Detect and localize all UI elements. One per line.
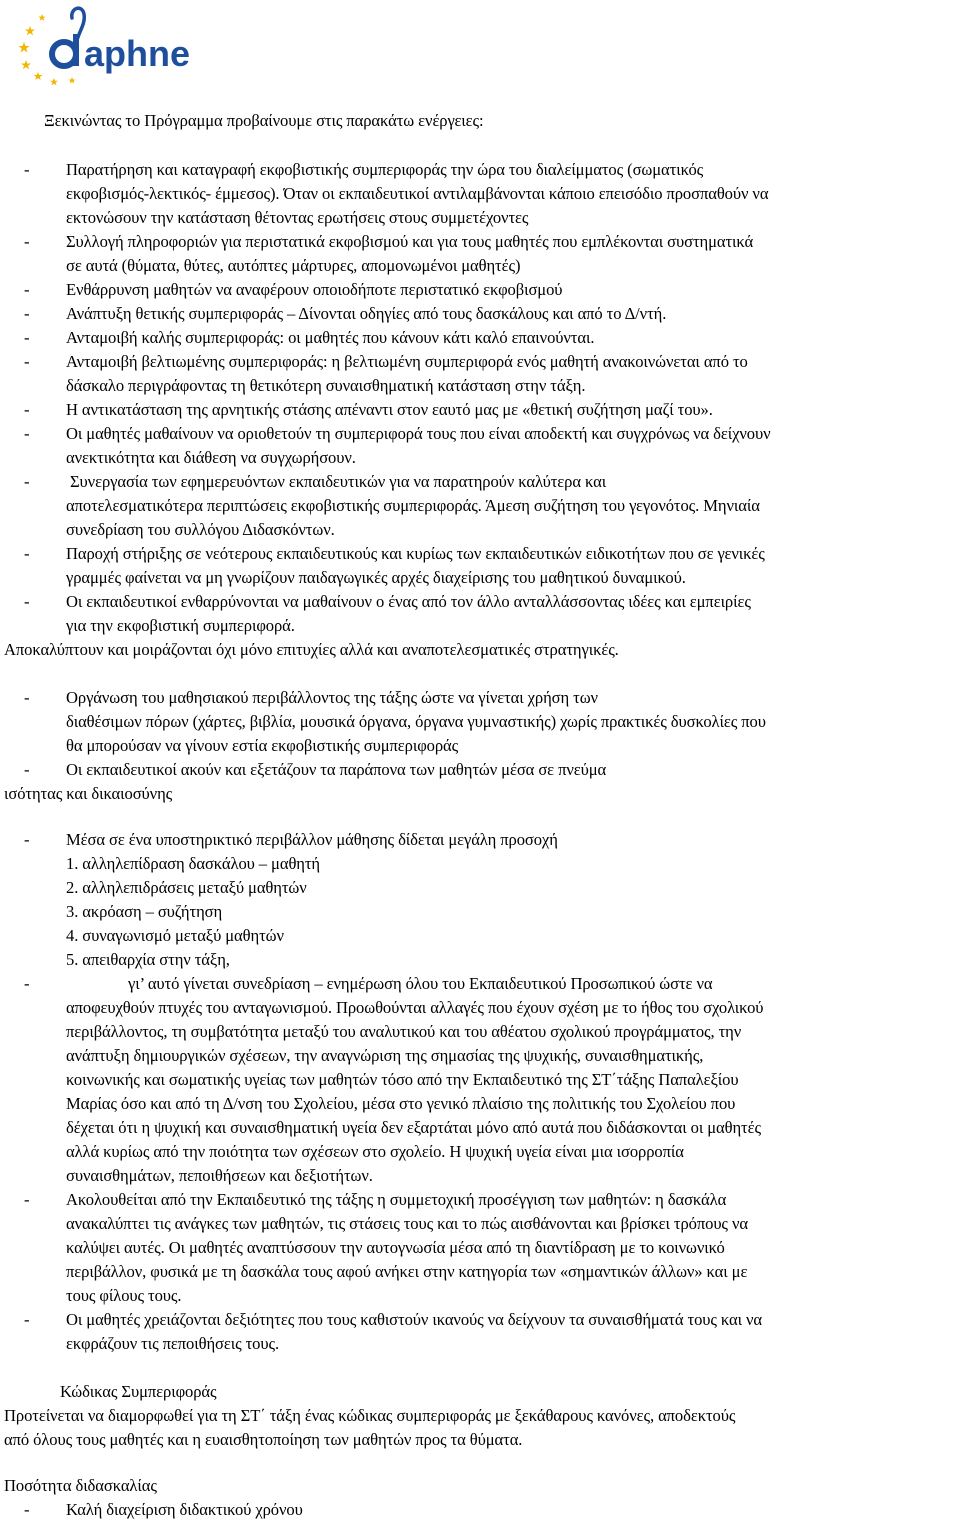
- text-line: Παρατήρηση και καταγραφή εκφοβιστικής συμπεριφοράς την ώρα του διαλείμματος (σωματικός: [66, 160, 704, 179]
- section-heading-code-of-conduct: Κώδικας Συμπεριφοράς: [60, 1382, 217, 1401]
- text-line: σε αυτά (θύματα, θύτες, αυτόπτες μάρτυρες, απομονωμένοι μαθητές): [66, 256, 521, 275]
- text-line: περιβάλλοντος, τη συμβατότητα μεταξύ του αναλυτικού και του αθέατου σχολικού προγράμματος, την: [66, 1022, 742, 1041]
- text-line: Οι μαθητές μαθαίνουν να οριοθετούν τη συμπεριφορά τους που είναι αποδεκτή και συγχρόνως να δείχνουν: [66, 424, 771, 443]
- bullet-dash: -: [24, 1310, 30, 1329]
- logo-stars: [19, 14, 76, 85]
- text-line: αποφευχθούν πτυχές του ανταγωνισμού. Προωθούνται αλλαγές που έχουν σχέση με το ήθος του σχολικού: [66, 998, 764, 1017]
- text-line: ανακαλύπτει τις ανάγκες των μαθητών, τις στάσεις τους και το πώς αισθάνονται και βρίσκει τρόπους να: [66, 1214, 748, 1233]
- text-line: Καλή διαχείριση διδακτικού χρόνου: [66, 1500, 303, 1519]
- text-line: Ανταμοιβή βελτιωμένης συμπεριφοράς: η βελτιωμένη συμπεριφορά ενός μαθητή ανακοινώνεται από το: [66, 352, 748, 371]
- bullet-dash: -: [24, 544, 30, 563]
- logo-wordmark: aphne: [84, 33, 191, 74]
- text-line: Αποκαλύπτουν και μοιράζονται όχι μόνο επιτυχίες αλλά και αναποτελεσματικές στρατηγικές.: [4, 640, 619, 659]
- numbered-item: 1. αλληλεπίδραση δασκάλου – μαθητή: [66, 854, 321, 873]
- text-line: Παροχή στήριξης σε νεότερους εκπαιδευτικούς και κυρίως των εκπαιδευτικών ειδικοτήτων που σε γενικές: [66, 544, 765, 563]
- text-line: τους φίλους τους.: [66, 1286, 182, 1305]
- text-line: Οι εκπαιδευτικοί ακούν και εξετάζουν τα παράπονα των μαθητών μέσα σε πνεύμα: [66, 760, 607, 779]
- text-line: Οργάνωση του μαθησιακού περιβάλλοντος της τάξης ώστε να γίνεται χρήση των: [66, 688, 598, 707]
- bullet-dash: -: [24, 328, 30, 347]
- intro-line: Ξεκινώντας το Πρόγραμμα προβαίνουμε στις παρακάτω ενέργειες:: [44, 111, 484, 130]
- text-line: περιβάλλον, φυσικά με τη δασκάλα τους αφού ανήκει στην κατηγορία των «σημαντικών άλλων» και με: [66, 1262, 748, 1281]
- bullet-dash: -: [24, 232, 30, 251]
- text-line: εκτονώσουν την κατάσταση θέτοντας ερωτήσεις στους συμμετέχοντες: [66, 208, 529, 227]
- text-line: Μέσα σε ένα υποστηρικτικό περιβάλλον μάθησης δίδεται μεγάλη προσοχή: [66, 830, 558, 849]
- text-line: Συνεργασία των εφημερευόντων εκπαιδευτικών για να παρατηρούν καλύτερα και: [70, 472, 607, 491]
- bullet-dash: -: [24, 830, 30, 849]
- bullet-dash: -: [24, 352, 30, 371]
- bullet-dash: -: [24, 424, 30, 443]
- text-line: Ανταμοιβή καλής συμπεριφοράς: οι μαθητές που κάνουν κάτι καλό επαινούνται.: [66, 328, 595, 347]
- text-line: καλύψει αυτές. Οι μαθητές αναπτύσσουν την αυτογνωσία μέσα από τη διαντίδραση με το κοινωνικό: [66, 1238, 725, 1257]
- bullet-dash: -: [24, 400, 30, 419]
- text-line: διαθέσιμων πόρων (χάρτες, βιβλία, μουσικά όργανα, όργανα γυμναστικής) χωρίς πρακτικές δυσκολίες που: [66, 712, 766, 731]
- text-line: αποτελεσματικότερα περιπτώσεις εκφοβιστικής συμπεριφοράς. Άμεση συζήτηση του γεγονότος. Μηνιαία: [66, 496, 760, 515]
- text-line: Ενθάρρυνση μαθητών να αναφέρουν οποιοδήποτε περιστατικό εκφοβισμού: [66, 280, 563, 299]
- text-line: Συλλογή πληροφοριών για περιστατικά εκφοβισμού και για τους μαθητές που εμπλέκονται συστηματικά: [66, 232, 754, 251]
- text-line: Ακολουθείται από την Εκπαιδευτικό της τάξης η συμμετοχική προσέγγιση των μαθητών: η δασκάλα: [66, 1190, 727, 1209]
- numbered-item: 2. αλληλεπιδράσεις μεταξύ μαθητών: [66, 878, 307, 897]
- text-line: κοινωνικής και σωματικής υγείας των μαθητών τόσο από την Εκπαιδευτικό της ΣΤ΄τάξης Παπαλεξίου: [66, 1070, 739, 1089]
- bullet-dash: -: [24, 592, 30, 611]
- bullet-dash: -: [24, 160, 30, 179]
- bullet-dash: -: [24, 1190, 30, 1209]
- text-line: θα μπορούσαν να γίνουν εστία εκφοβιστικής συμπεριφοράς: [66, 736, 459, 755]
- text-line: γραμμές φαίνεται να μη γνωρίζουν παιδαγωγικές αρχές διαχείρισης του μαθητικού δυναμικού.: [66, 568, 686, 587]
- numbered-item: 5. απειθαρχία στην τάξη,: [66, 950, 230, 969]
- text-line: Οι εκπαιδευτικοί ενθαρρύνονται να μαθαίνουν ο ένας από τον άλλο ανταλλάσσοντας ιδέες και εμπειρίες: [66, 592, 751, 611]
- bullet-dash: -: [24, 688, 30, 707]
- text-line: Ανάπτυξη θετικής συμπεριφοράς – Δίνονται οδηγίες από τους δασκάλους και από το Δ/ντή.: [66, 304, 667, 323]
- text-line: δέχεται ότι η ψυχική και συναισθηματική υγεία δεν εξαρτάται μόνο από αυτά που διδάσκονται οι μαθητές: [66, 1118, 761, 1137]
- text-line: αλλά κυρίως από την ποιότητα των σχέσεων στο σχολείο. Η ψυχική υγεία είναι μια ισορροπία: [66, 1142, 684, 1161]
- daphne-logo: [12, 4, 202, 86]
- bullet-dash: -: [24, 974, 30, 993]
- text-line: από όλους τους μαθητές και η ευαισθητοποίηση των μαθητών προς τα θύματα.: [4, 1430, 523, 1449]
- numbered-item: 3. ακρόαση – συζήτηση: [66, 902, 223, 921]
- bullet-dash: -: [24, 472, 30, 491]
- bullet-dash: -: [24, 1500, 30, 1519]
- text-line: ανάπτυξη δημιουργικών σχέσεων, την αναγνώριση της σημασίας της ψυχικής, συναισθηματικής,: [66, 1046, 704, 1065]
- text-line: συνεδρίαση του συλλόγου Διδασκόντων.: [66, 520, 335, 539]
- numbered-item: 4. συναγωνισμό μεταξύ μαθητών: [66, 926, 284, 945]
- text-line: Μαρίας όσο και από τη Δ/νση του Σχολείου, μέσα στο γενικό πλαίσιο της πολιτικής του Σχολείου που: [66, 1094, 736, 1113]
- text-line: γι’ αυτό γίνεται συνεδρίαση – ενημέρωση όλου του Εκπαιδευτικού Προσωπικού ώστε να: [128, 974, 713, 993]
- text-line: δάσκαλο περιγράφοντας τη θετικότερη συναισθηματική κατάσταση στην τάξη.: [66, 376, 586, 395]
- logo-graphic: [12, 4, 202, 86]
- text-line: ανεκτικότητα και διάθεση να συγχωρήσουν.: [66, 448, 356, 467]
- text-line: Οι μαθητές χρειάζονται δεξιότητες που τους καθιστούν ικανούς να δείχνουν τα συναισθήματά τους και να: [66, 1310, 763, 1329]
- text-line: για την εκφοβιστική συμπεριφορά.: [66, 616, 295, 635]
- bullet-dash: -: [24, 304, 30, 323]
- bullet-dash: -: [24, 280, 30, 299]
- text-line: συναισθημάτων, πεποιθήσεων και δεξιοτήτων.: [66, 1166, 373, 1185]
- bullet-dash: -: [24, 760, 30, 779]
- text-line: ισότητας και δικαιοσύνης: [4, 784, 173, 803]
- text-line: Η αντικατάσταση της αρνητικής στάσης απέναντι στον εαυτό μας με «θετική συζήτηση μαζί του».: [66, 400, 713, 419]
- text-line: εκφράζουν τις πεποιθήσεις τους.: [66, 1334, 280, 1353]
- text-line: Προτείνεται να διαμορφωθεί για τη ΣΤ΄ τάξη ένας κώδικας συμπεριφοράς με ξεκάθαρους κανόνες, αποδεκτούς: [4, 1406, 736, 1425]
- text-line: εκφοβισμός-λεκτικός- έμμεσος). Όταν οι εκπαιδευτικοί αντιλαμβάνονται κάποιο επεισόδιο προσπαθούν να: [66, 184, 769, 203]
- section-heading-teaching-quantity: Ποσότητα διδασκαλίας: [4, 1476, 157, 1495]
